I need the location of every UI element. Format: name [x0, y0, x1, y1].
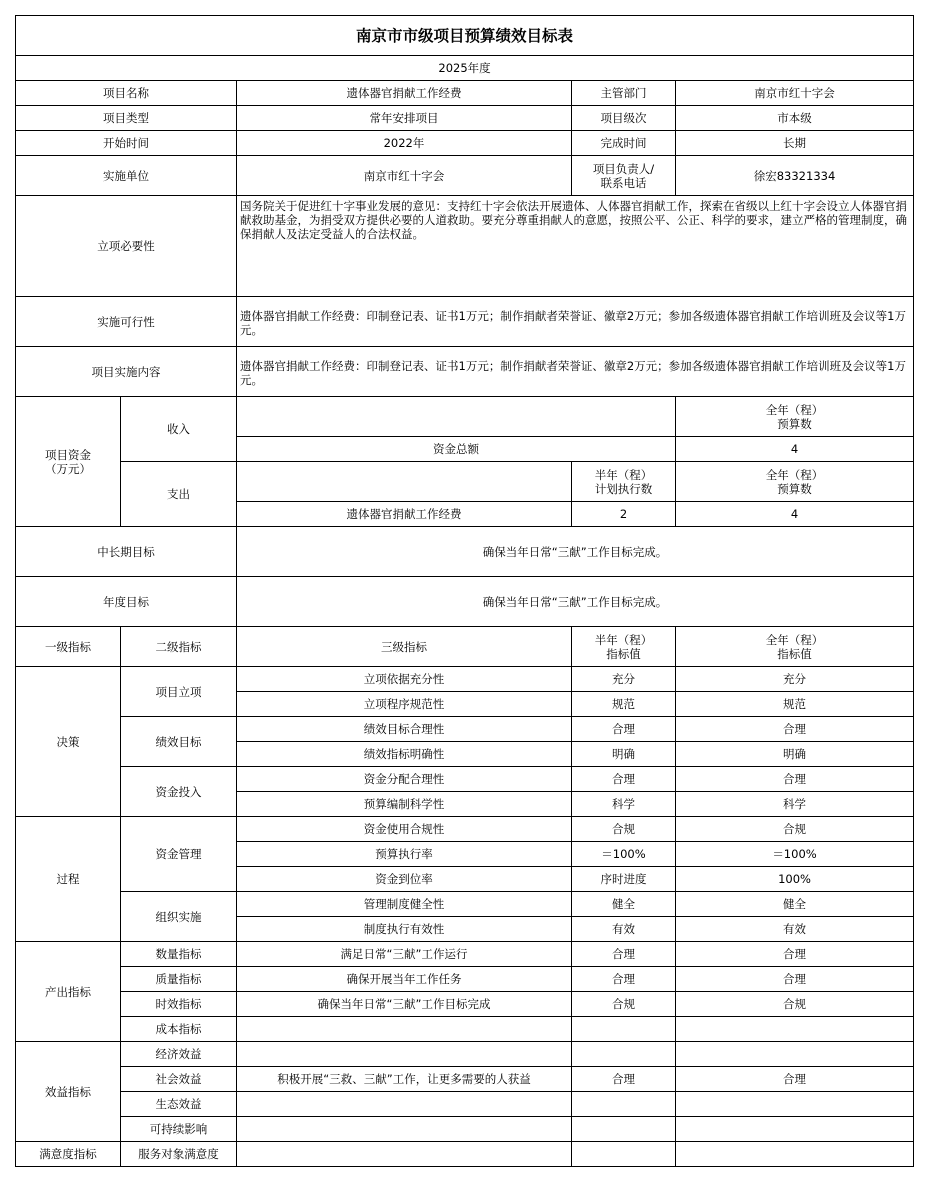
- indicator-full-value: 合理: [676, 1067, 914, 1092]
- start-time-label: 开始时间: [16, 131, 237, 156]
- indicator-level3: 预算编制科学性: [237, 792, 572, 817]
- indicator-level2: 数量指标: [121, 942, 237, 967]
- content-text: 遗体器官捐献工作经费：印制登记表、证书1万元；制作捐献者荣誉证、徽章2万元；参加各级遗体器官捐献工作培训班及会议等1万元。: [237, 347, 914, 397]
- indicator-half-value: [572, 1092, 676, 1117]
- indicator-half-value: [572, 1142, 676, 1167]
- indicator-full-value: 规范: [676, 692, 914, 717]
- total-funds-value: 4: [676, 437, 914, 462]
- content-label: 项目实施内容: [16, 347, 237, 397]
- total-funds-label: 资金总额: [237, 437, 676, 462]
- performance-target-table: [15, 15, 914, 1167]
- necessity-label: 立项必要性: [16, 196, 237, 297]
- indicator-level3: [237, 1117, 572, 1142]
- header-full: 全年（程） 指标值: [676, 627, 914, 667]
- indicator-level1: 效益指标: [16, 1042, 121, 1142]
- indicator-level3: 绩效目标合理性: [237, 717, 572, 742]
- indicator-full-value: 合理: [676, 717, 914, 742]
- indicator-row: [16, 892, 914, 917]
- expense-half-header: 半年（程） 计划执行数: [572, 462, 676, 502]
- indicator-level2: 资金管理: [121, 817, 237, 892]
- expense-item-full: 4: [676, 502, 914, 527]
- indicator-level3: 资金分配合理性: [237, 767, 572, 792]
- indicator-full-value: [676, 1117, 914, 1142]
- indicator-row: [16, 767, 914, 792]
- indicator-half-value: [572, 1117, 676, 1142]
- indicator-full-value: 合规: [676, 992, 914, 1017]
- header-level2: 二级指标: [121, 627, 237, 667]
- indicator-level2: 质量指标: [121, 967, 237, 992]
- dept-value: 南京市红十字会: [676, 81, 914, 106]
- funds-label: 项目资金 （万元）: [16, 397, 121, 527]
- indicator-level3: 制度执行有效性: [237, 917, 572, 942]
- indicator-half-value: ＝100%: [572, 842, 676, 867]
- indicator-row: [16, 1092, 914, 1117]
- indicator-level3: [237, 1142, 572, 1167]
- header-level3: 三级指标: [237, 627, 572, 667]
- indicator-level3: 立项依据充分性: [237, 667, 572, 692]
- expense-label: 支出: [121, 462, 237, 527]
- project-type-label: 项目类型: [16, 106, 237, 131]
- indicator-level2: 服务对象满意度: [121, 1142, 237, 1167]
- indicator-level3: 确保开展当年工作任务: [237, 967, 572, 992]
- end-time-value: 长期: [676, 131, 914, 156]
- indicator-row: [16, 1142, 914, 1167]
- indicator-level3: 绩效指标明确性: [237, 742, 572, 767]
- indicator-row: [16, 1042, 914, 1067]
- implementing-unit-value: 南京市红十字会: [237, 156, 572, 196]
- indicator-level3: 积极开展“三救、三献”工作，让更多需要的人获益: [237, 1067, 572, 1092]
- indicator-level3: 预算执行率: [237, 842, 572, 867]
- indicator-row: [16, 992, 914, 1017]
- implementing-unit-label: 实施单位: [16, 156, 237, 196]
- indicator-level1: 决策: [16, 667, 121, 817]
- indicator-level1: 满意度指标: [16, 1142, 121, 1167]
- indicator-half-value: 科学: [572, 792, 676, 817]
- header-half: 半年（程） 指标值: [572, 627, 676, 667]
- contact-value: 徐宏83321334: [676, 156, 914, 196]
- indicator-half-value: 明确: [572, 742, 676, 767]
- annual-goal-text: 确保当年日常“三献”工作目标完成。: [237, 577, 914, 627]
- income-full-header: 全年（程） 预算数: [676, 397, 914, 437]
- indicator-half-value: 充分: [572, 667, 676, 692]
- indicator-level2: 时效指标: [121, 992, 237, 1017]
- indicator-row: [16, 1117, 914, 1142]
- indicator-full-value: [676, 1092, 914, 1117]
- indicator-level2: 成本指标: [121, 1017, 237, 1042]
- indicator-row: [16, 717, 914, 742]
- indicator-full-value: 明确: [676, 742, 914, 767]
- annual-goal-label: 年度目标: [16, 577, 237, 627]
- indicator-half-value: 合理: [572, 717, 676, 742]
- end-time-label: 完成时间: [572, 131, 676, 156]
- indicator-half-value: [572, 1042, 676, 1067]
- indicator-half-value: 合理: [572, 767, 676, 792]
- indicator-full-value: [676, 1017, 914, 1042]
- indicator-full-value: 合理: [676, 942, 914, 967]
- indicator-level3: [237, 1017, 572, 1042]
- indicator-level2: 经济效益: [121, 1042, 237, 1067]
- project-name-value: 遗体器官捐献工作经费: [237, 81, 572, 106]
- contact-label: 项目负责人/ 联系电话: [572, 156, 676, 196]
- indicator-half-value: 合理: [572, 967, 676, 992]
- indicator-full-value: 有效: [676, 917, 914, 942]
- indicator-half-value: 有效: [572, 917, 676, 942]
- project-type-value: 常年安排项目: [237, 106, 572, 131]
- expense-blank: [237, 462, 572, 502]
- indicator-row: [16, 967, 914, 992]
- indicator-level2: 绩效目标: [121, 717, 237, 767]
- indicator-level3: [237, 1042, 572, 1067]
- indicator-level3: 满足日常“三献”工作运行: [237, 942, 572, 967]
- indicator-full-value: 充分: [676, 667, 914, 692]
- feasibility-text: 遗体器官捐献工作经费：印制登记表、证书1万元；制作捐献者荣誉证、徽章2万元；参加各级遗体器官捐献工作培训班及会议等1万元。: [237, 297, 914, 347]
- indicator-full-value: 合理: [676, 967, 914, 992]
- indicator-level3: [237, 1092, 572, 1117]
- indicator-level3: 立项程序规范性: [237, 692, 572, 717]
- indicator-level2: 项目立项: [121, 667, 237, 717]
- indicator-level1: 过程: [16, 817, 121, 942]
- indicator-full-value: [676, 1142, 914, 1167]
- indicator-level2: 社会效益: [121, 1067, 237, 1092]
- dept-label: 主管部门: [572, 81, 676, 106]
- indicator-row: [16, 1017, 914, 1042]
- indicator-full-value: 科学: [676, 792, 914, 817]
- indicator-half-value: 合规: [572, 817, 676, 842]
- project-level-value: 市本级: [676, 106, 914, 131]
- indicator-row: [16, 1067, 914, 1092]
- income-label: 收入: [121, 397, 237, 462]
- expense-item-half: 2: [572, 502, 676, 527]
- project-level-label: 项目级次: [572, 106, 676, 131]
- header-level1: 一级指标: [16, 627, 121, 667]
- indicator-half-value: 健全: [572, 892, 676, 917]
- indicator-half-value: 合理: [572, 1067, 676, 1092]
- indicator-level2: 生态效益: [121, 1092, 237, 1117]
- indicator-level3: 资金使用合规性: [237, 817, 572, 842]
- indicator-level2: 资金投入: [121, 767, 237, 817]
- fiscal-year: 2025年度: [16, 56, 914, 81]
- start-time-value: 2022年: [237, 131, 572, 156]
- indicator-full-value: 100%: [676, 867, 914, 892]
- indicator-half-value: 规范: [572, 692, 676, 717]
- feasibility-label: 实施可行性: [16, 297, 237, 347]
- indicator-full-value: 健全: [676, 892, 914, 917]
- income-blank: [237, 397, 676, 437]
- indicator-half-value: 序时进度: [572, 867, 676, 892]
- indicator-row: [16, 817, 914, 842]
- expense-full-header: 全年（程） 预算数: [676, 462, 914, 502]
- indicator-level1: 产出指标: [16, 942, 121, 1042]
- necessity-text: 国务院关于促进红十字事业发展的意见：支持红十字会依法开展遗体、人体器官捐献工作，探索在省级以上红十字会设立人体器官捐献救助基金，为捐受双方提供必要的人道救助。要充分尊重捐献人的意愿，按照公平、公正、科学的要求，建立严格的管理制度，确保捐献人及法定受益人的合法权益。: [237, 196, 914, 297]
- project-name-label: 项目名称: [16, 81, 237, 106]
- long-term-goal-text: 确保当年日常“三献”工作目标完成。: [237, 527, 914, 577]
- table-title: 南京市市级项目预算绩效目标表: [16, 16, 914, 56]
- indicator-level2: 组织实施: [121, 892, 237, 942]
- indicator-level3: 确保当年日常“三献”工作目标完成: [237, 992, 572, 1017]
- long-term-goal-label: 中长期目标: [16, 527, 237, 577]
- indicator-row: [16, 942, 914, 967]
- indicator-row: [16, 667, 914, 692]
- indicator-full-value: [676, 1042, 914, 1067]
- indicator-level3: 管理制度健全性: [237, 892, 572, 917]
- indicator-half-value: 合理: [572, 942, 676, 967]
- indicator-half-value: [572, 1017, 676, 1042]
- indicator-level3: 资金到位率: [237, 867, 572, 892]
- indicator-half-value: 合规: [572, 992, 676, 1017]
- indicator-full-value: ＝100%: [676, 842, 914, 867]
- indicator-level2: 可持续影响: [121, 1117, 237, 1142]
- expense-item-name: 遗体器官捐献工作经费: [237, 502, 572, 527]
- indicator-full-value: 合规: [676, 817, 914, 842]
- indicator-full-value: 合理: [676, 767, 914, 792]
